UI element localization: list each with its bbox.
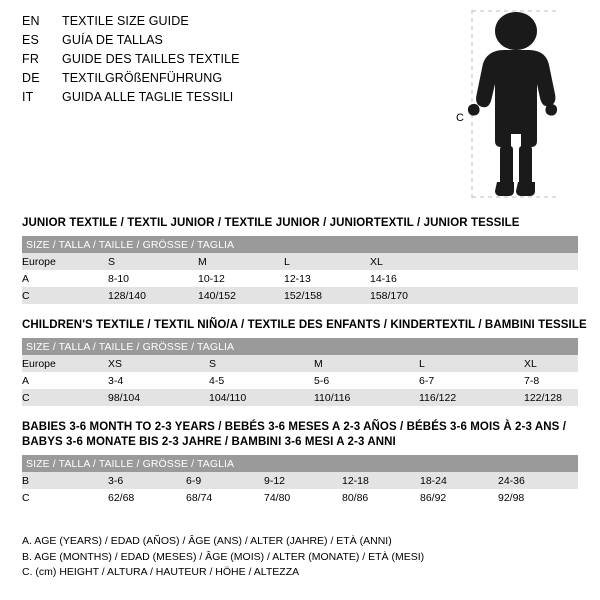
cell-value: 7-8 (524, 374, 540, 387)
cell-value: 12-13 (284, 272, 311, 285)
cell-value: 62/68 (108, 491, 135, 504)
row-label-c: C (22, 491, 30, 504)
table-children (22, 338, 578, 406)
language-code-de: DE (22, 71, 40, 85)
header-title-fr: GUIDE DES TAILLES TEXTILE (62, 52, 240, 66)
col-header-empty (456, 253, 578, 270)
table-band-junior (22, 236, 578, 253)
table-band-children (22, 338, 578, 355)
header-title-en: TEXTILE SIZE GUIDE (62, 14, 189, 28)
col-header-xs: XS (108, 357, 123, 370)
table-junior (22, 236, 578, 304)
cell-value: 6-9 (186, 474, 202, 487)
header-language-block (22, 14, 442, 109)
language-code-en: EN (22, 14, 40, 28)
table-row (22, 372, 578, 389)
legend-line-c: C. (cm) HEIGHT / ALTURA / HAUTEUR / HÖHE / ALTEZZA (22, 566, 300, 578)
cell-value: 104/110 (209, 391, 247, 404)
cell-value: 92/98 (498, 491, 525, 504)
cell-value: 110/116 (314, 391, 351, 404)
cell-value: 5-6 (314, 374, 330, 387)
cell-value: 3-6 (108, 474, 124, 487)
cell-value: 98/104 (108, 391, 141, 404)
col-header-m: M (314, 357, 323, 370)
cell-value: 116/122 (419, 391, 457, 404)
header-title-de: TEXTILGRÖßENFÜHRUNG (62, 71, 223, 85)
cell-value: 9-12 (264, 474, 286, 487)
header-row (22, 71, 442, 90)
col-header-europe: Europe (22, 357, 56, 370)
legend-block (22, 534, 424, 581)
header-title-it: GUIDA ALLE TAGLIE TESSILI (62, 90, 234, 104)
language-code-fr: FR (22, 52, 40, 66)
col-header-s: S (108, 255, 116, 268)
table-babies (22, 455, 578, 506)
section-title-babies-line1: BABIES 3-6 MONTH TO 2-3 YEARS / BEBÉS 3-6 MESES A 2-3 AÑOS / BÉBÉS 3-6 MOIS À 2-3 ANS / (22, 421, 566, 433)
cell-value: 80/86 (342, 491, 369, 504)
section-title-junior: JUNIOR TEXTILE / TEXTIL JUNIOR / TEXTILE JUNIOR / JUNIORTEXTIL / JUNIOR TESSILE (22, 217, 520, 229)
col-header-s: S (209, 357, 217, 370)
cell-empty (456, 270, 578, 287)
cell-value: 12-18 (342, 474, 369, 487)
section-title-children: CHILDREN'S TEXTILE / TEXTIL NIÑO/A / TEXTILE DES ENFANTS / KINDERTEXTIL / BAMBINI TESSILE (22, 319, 587, 331)
cell-value: 4-5 (209, 374, 225, 387)
cell-value: 122/128 (524, 391, 562, 404)
cell-value: 8-10 (108, 272, 130, 285)
table-row (22, 270, 578, 287)
cell-value: 158/170 (370, 289, 408, 302)
band-label: SIZE / TALLA / TAILLE / GRÖSSE / TAGLIA (26, 340, 235, 353)
cell-value: 74/80 (264, 491, 291, 504)
table-row (22, 489, 578, 506)
cell-value: 152/158 (284, 289, 322, 302)
band-label: SIZE / TALLA / TAILLE / GRÖSSE / TAGLIA (26, 238, 235, 251)
figure-measure-label-c: C (456, 112, 464, 124)
cell-empty (456, 287, 578, 304)
cell-value: 14-16 (370, 272, 397, 285)
row-label-b: B (22, 474, 30, 487)
cell-value: 86/92 (420, 491, 447, 504)
section-title-babies-line2: BABYS 3-6 MONATE BIS 2-3 JAHRE / BAMBINI 3-6 MESI A 2-3 ANNI (22, 436, 396, 448)
cell-value: 6-7 (419, 374, 435, 387)
figure-height-illustration (440, 6, 590, 202)
cell-value: 140/152 (198, 289, 236, 302)
table-row (22, 355, 578, 372)
table-row (22, 253, 578, 270)
col-header-m: M (198, 255, 207, 268)
row-label-a: A (22, 374, 30, 387)
cell-value: 68/74 (186, 491, 213, 504)
row-label-c: C (22, 391, 30, 404)
row-label-c: C (22, 289, 30, 302)
language-code-es: ES (22, 33, 40, 47)
table-row (22, 389, 578, 406)
row-label-a: A (22, 272, 30, 285)
header-row (22, 52, 442, 71)
col-header-l: L (284, 255, 290, 268)
table-band-babies (22, 455, 578, 472)
legend-line-b: B. AGE (MONTHS) / EDAD (MESES) / ÂGE (MOIS) / ALTER (MONATE) / ETÀ (MESI) (22, 550, 425, 563)
cell-value: 24-36 (498, 474, 525, 487)
cell-value: 10-12 (198, 272, 225, 285)
col-header-l: L (419, 357, 425, 370)
col-header-xl: XL (524, 357, 537, 370)
header-row (22, 14, 442, 33)
header-row (22, 90, 442, 109)
header-title-es: GUÍA DE TALLAS (62, 33, 163, 47)
language-code-it: IT (22, 90, 34, 104)
table-row (22, 287, 578, 304)
toddler-silhouette-icon (440, 6, 590, 202)
cell-value: 3-4 (108, 374, 124, 387)
legend-line-a: A. AGE (YEARS) / EDAD (AÑOS) / ÂGE (ANS) / ALTER (JAHRE) / ETÀ (ANNI) (22, 535, 392, 547)
col-header-xl: XL (370, 255, 383, 268)
header-row (22, 33, 442, 52)
cell-value: 18-24 (420, 474, 447, 487)
band-label: SIZE / TALLA / TAILLE / GRÖSSE / TAGLIA (26, 457, 235, 470)
col-header-europe: Europe (22, 255, 56, 268)
cell-value: 128/140 (108, 289, 146, 302)
table-row (22, 472, 578, 489)
